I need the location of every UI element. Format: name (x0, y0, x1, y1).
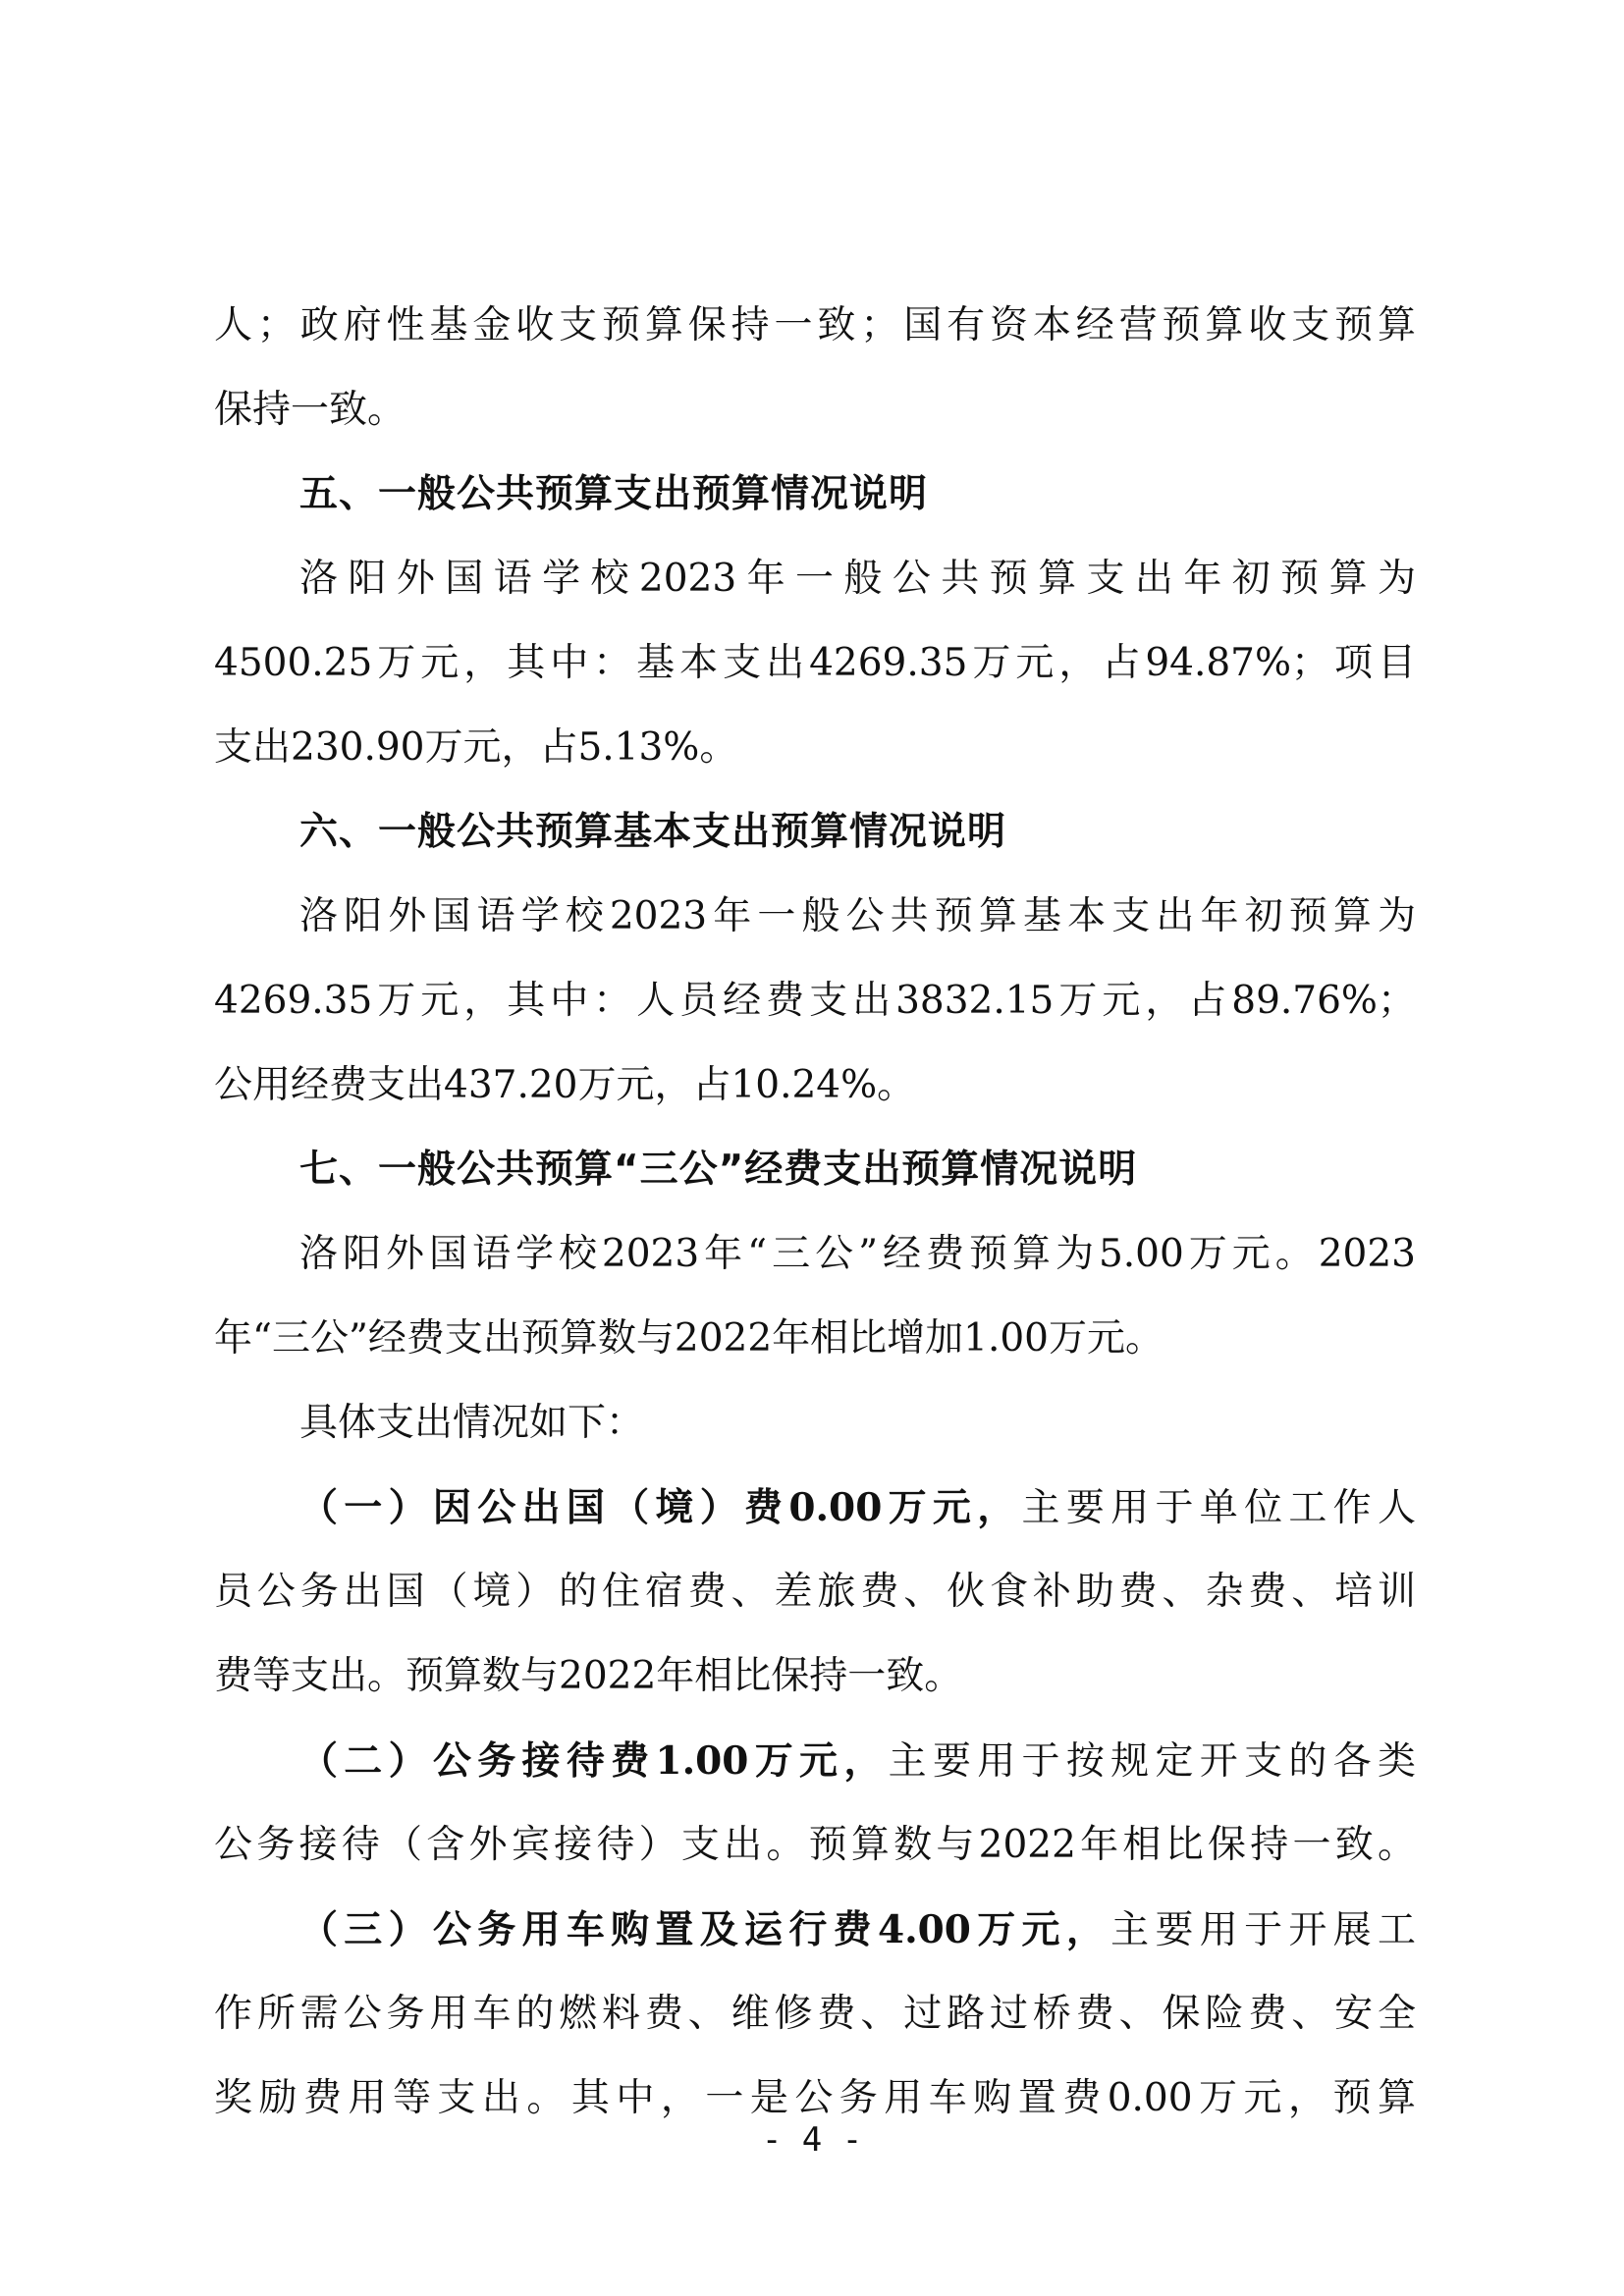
body-text-line-1: 人；政府性基金收支预算保持一致；国有资本经营预算收支预算 (214, 303, 1416, 347)
body-text-line-5: 4500.25万元，其中：基本支出4269.35万元，占94.87%；项目 (214, 641, 1416, 685)
page-number: - 4 - (761, 2120, 863, 2160)
subsection-line-2 (299, 1719, 1416, 1803)
body-text-line-19: 公务接待（含外宾接待）支出。预算数与2022年相比保持一致。 (214, 1823, 1416, 1867)
subsection-line-1 (299, 1466, 1416, 1550)
body-text-line-8: 洛阳外国语学校2023年一般公共预算基本支出年初预算为 (299, 894, 1416, 938)
subsection-text-2: 主要用于按规定开支的各类 (888, 1739, 1416, 1784)
body-text-line-4: 洛阳外国语学校2023年一般公共预算支出年初预算为 (299, 557, 1416, 601)
subsection-title-2: （二）公务接待费1.00万元， (299, 1738, 889, 1784)
section-heading-5: 五、一般公共预算支出预算情况说明 (299, 472, 929, 516)
body-text-line-22: 奖励费用等支出。其中，一是公务用车购置费0.00万元，预算 (214, 2076, 1416, 2120)
body-text-line-14: 具体支出情况如下： (299, 1401, 645, 1445)
body-text-line-16: 员公务出国（境）的住宿费、差旅费、伙食补助费、杂费、培训 (214, 1570, 1416, 1614)
section-heading-7: 七、一般公共预算“三公”经费支出预算情况说明 (299, 1148, 1138, 1192)
body-text-line-10: 公用经费支出437.20万元，占10.24%。 (214, 1063, 916, 1107)
subsection-text-3: 主要用于开展工 (1110, 1908, 1416, 1952)
subsection-title-3: （三）公务用车购置及运行费4.00万元， (299, 1907, 1111, 1952)
subsection-title-1: （一）因公出国（境）费0.00万元， (299, 1485, 1022, 1530)
body-text-line-12: 洛阳外国语学校2023年“三公”经费预算为5.00万元。2023 (299, 1232, 1416, 1276)
body-text-line-6: 支出230.90万元，占5.13%。 (214, 725, 738, 770)
section-heading-6: 六、一般公共预算基本支出预算情况说明 (299, 810, 1007, 854)
body-text-line-13: 年“三公”经费支出预算数与2022年相比增加1.00万元。 (214, 1316, 1164, 1361)
subsection-text-1: 主要用于单位工作人 (1021, 1486, 1416, 1530)
body-text-line-2: 保持一致。 (214, 388, 406, 432)
body-text-line-9: 4269.35万元，其中：人员经费支出3832.15万元，占89.76%； (214, 979, 1416, 1023)
subsection-line-3 (299, 1888, 1416, 1972)
body-text-line-21: 作所需公务用车的燃料费、维修费、过路过桥费、保险费、安全 (214, 1992, 1416, 2036)
body-text-line-17: 费等支出。预算数与2022年相比保持一致。 (214, 1654, 963, 1698)
